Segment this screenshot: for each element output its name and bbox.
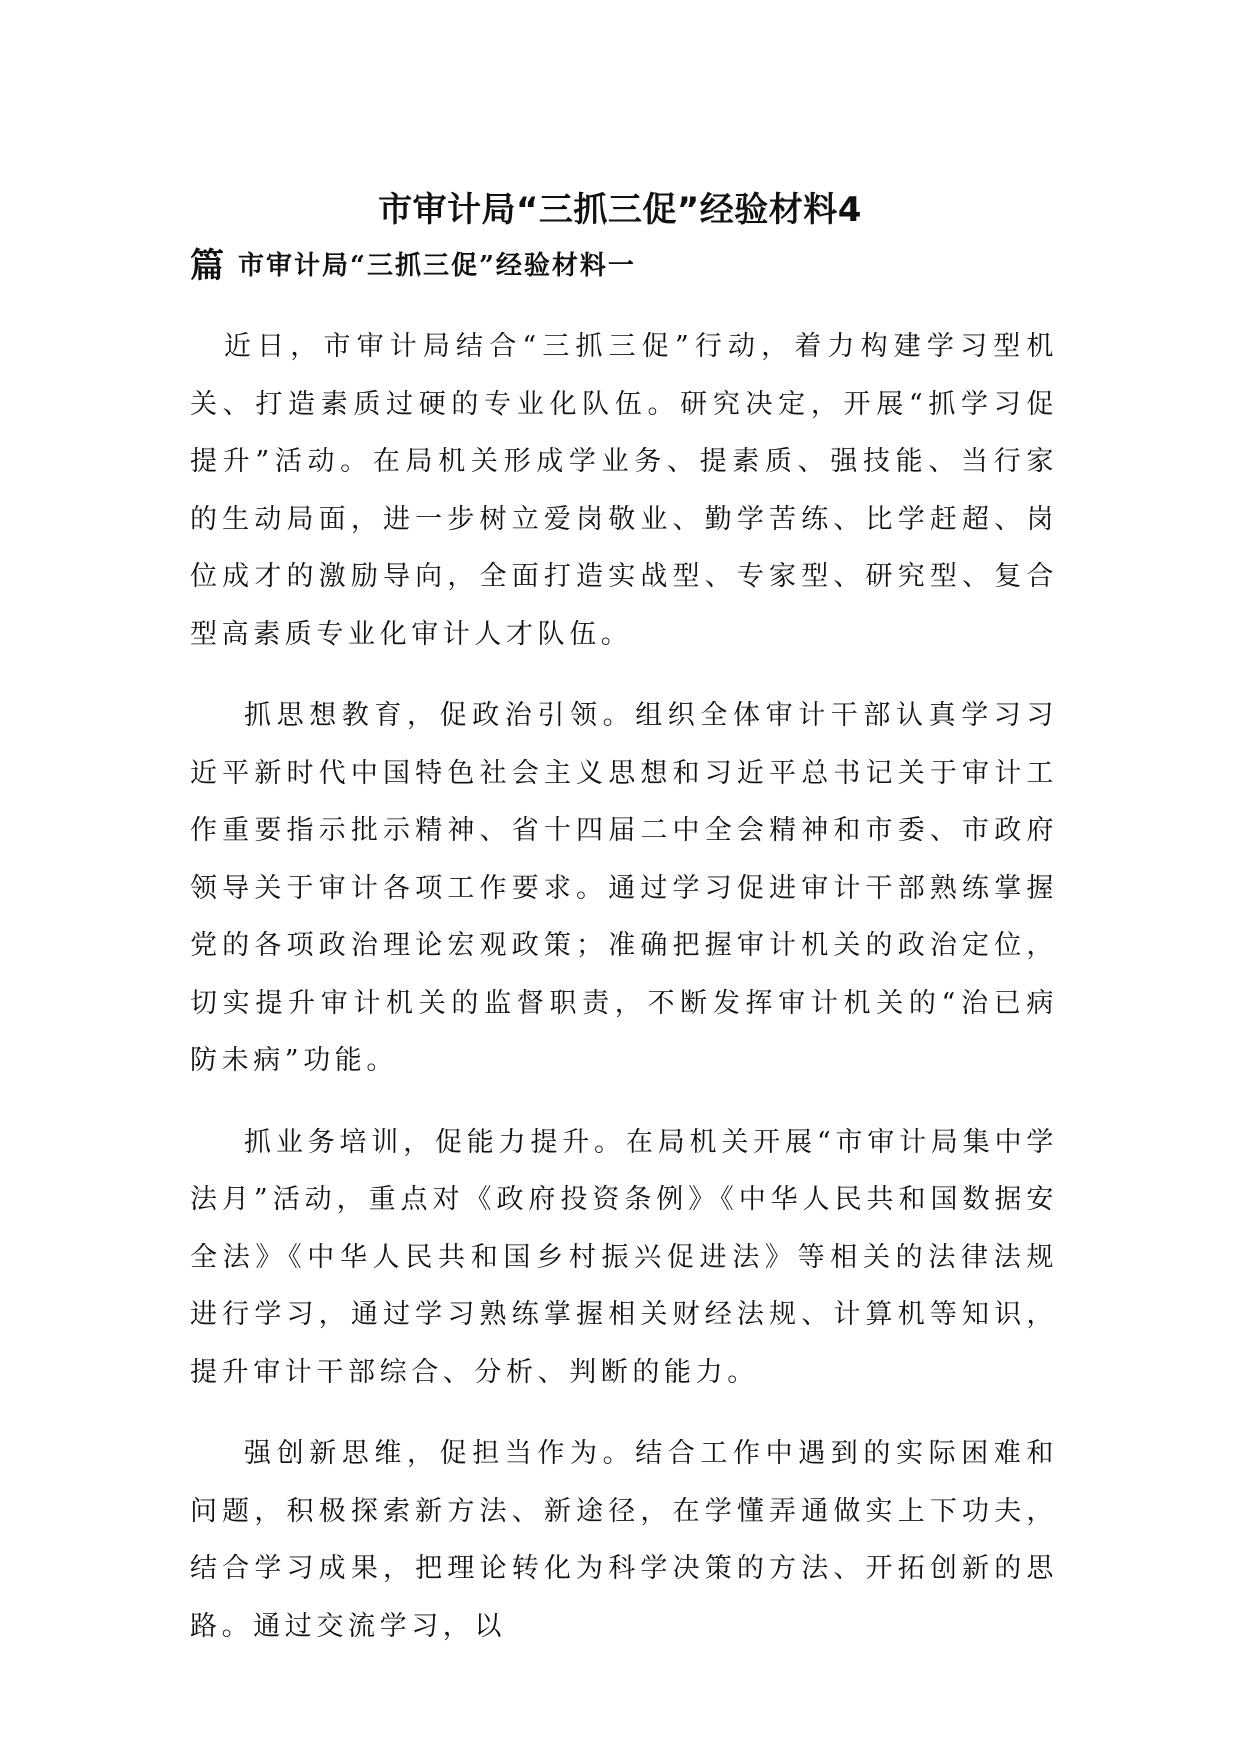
paragraph-4: 强创新思维，促担当作为。结合工作中遇到的实际困难和问题，积极探索新方法、新途径，在学懂弄通做实上下功夫，结合学习成果，把理论转化为科学决策的方法、开拓创新的思路。通过交流学习，以: [190, 1438, 1058, 1642]
subtitle-prefix: 篇: [190, 246, 224, 286]
section-subtitle: [190, 242, 1090, 290]
paragraph-2: 抓思想教育，促政治引领。组织全体审计干部认真学习习近平新时代中国特色社会主义思想和习近平总书记关于审计工作重要指示批示精神、省十四届二中全会精神和市委、市政府领导关于审计各项工作要求。通过学习促进审计干部熟练掌握党的各项政治理论宏观政策；准确把握审计机关的政治定位，切实提升审计机关的监督职责，不断发挥审计机关的“治已病防未病”功能。: [190, 700, 1058, 1076]
paragraph-1: 近日，市审计局结合“三抓三促”行动，着力构建学习型机关、打造素质过硬的专业化队伍。研究决定，开展“抓学习促提升”活动。在局机关形成学业务、提素质、强技能、当行家的生动局面，进一步树立爱岗敬业、勤学苦练、比学赶超、岗位成才的激励导向，全面打造实战型、专家型、研究型、复合型高素质专业化审计人才队伍。: [190, 331, 1058, 650]
paragraph-3: 抓业务培训，促能力提升。在局机关开展“市审计局集中学法月”活动，重点对《政府投资条例》《中华人民共和国数据安全法》《中华人民共和国乡村振兴促进法》等相关的法律法规进行学习，通过学习熟练掌握相关财经法规、计算机等知识，提升审计干部综合、分析、判断的能力。: [190, 1126, 1058, 1388]
document-body: [190, 318, 1058, 1679]
subtitle-text: 市审计局“三抓三促”经验材料一: [238, 251, 636, 281]
document-title: 市审计局“三抓三促”经验材料4: [378, 190, 862, 230]
